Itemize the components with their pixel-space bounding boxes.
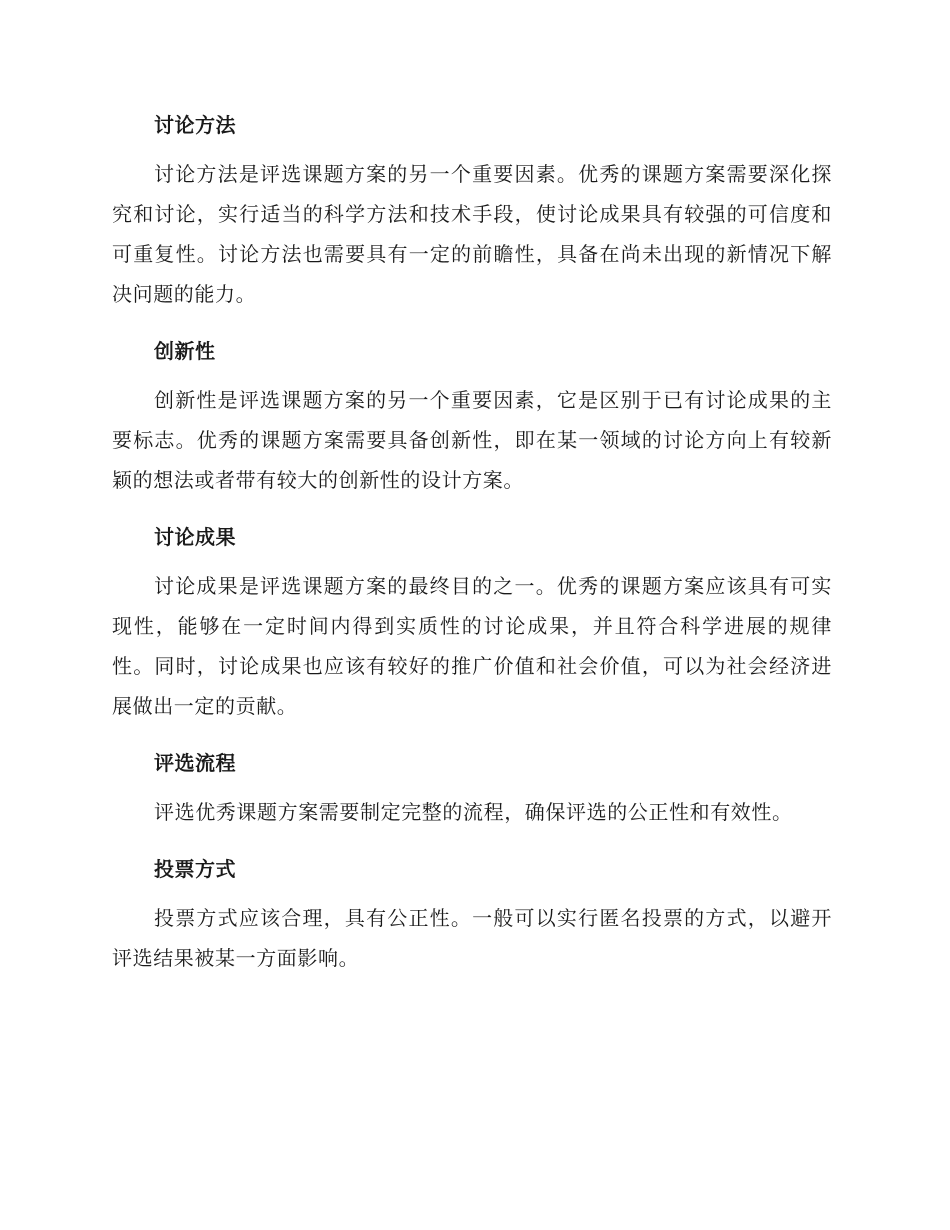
section-paragraph: 讨论成果是评选课题方案的最终目的之一。优秀的课题方案应该具有可实现性，能够在一定时间内得到实质性的讨论成果，并且符合科学进展的规律性。同时，讨论成果也应该有较好的推广价值和社会价值，可以为社会经济进展做出一定的贡献。: [112, 574, 832, 718]
section-heading: 讨论方法: [154, 113, 236, 137]
section-paragraph: 讨论方法是评选课题方案的另一个重要因素。优秀的课题方案需要深化探究和讨论，实行适当的科学方法和技术手段，使讨论成果具有较强的可信度和可重复性。讨论方法也需要具有一定的前瞻性，具备在尚未出现的新情况下解决问题的能力。: [112, 162, 832, 306]
section-heading: 投票方式: [154, 857, 236, 881]
section-paragraph: 投票方式应该合理，具有公正性。一般可以实行匿名投票的方式，以避开评选结果被某一方面影响。: [112, 906, 832, 970]
section-research-method: [112, 110, 832, 314]
section-voting-method: [112, 854, 832, 978]
section-heading: 讨论成果: [154, 525, 236, 549]
section-paragraph: 创新性是评选课题方案的另一个重要因素，它是区别于已有讨论成果的主要标志。优秀的课题方案需要具备创新性，即在某一领域的讨论方向上有较新颖的想法或者带有较大的创新性的设计方案。: [112, 388, 832, 492]
section-paragraph: 评选优秀课题方案需要制定完整的流程，确保评选的公正性和有效性。: [154, 800, 793, 824]
section-research-results: [112, 522, 832, 726]
section-heading: 创新性: [154, 339, 216, 363]
section-innovation: [112, 336, 832, 500]
section-heading: 评选流程: [154, 751, 236, 775]
section-selection-process: [112, 748, 832, 832]
